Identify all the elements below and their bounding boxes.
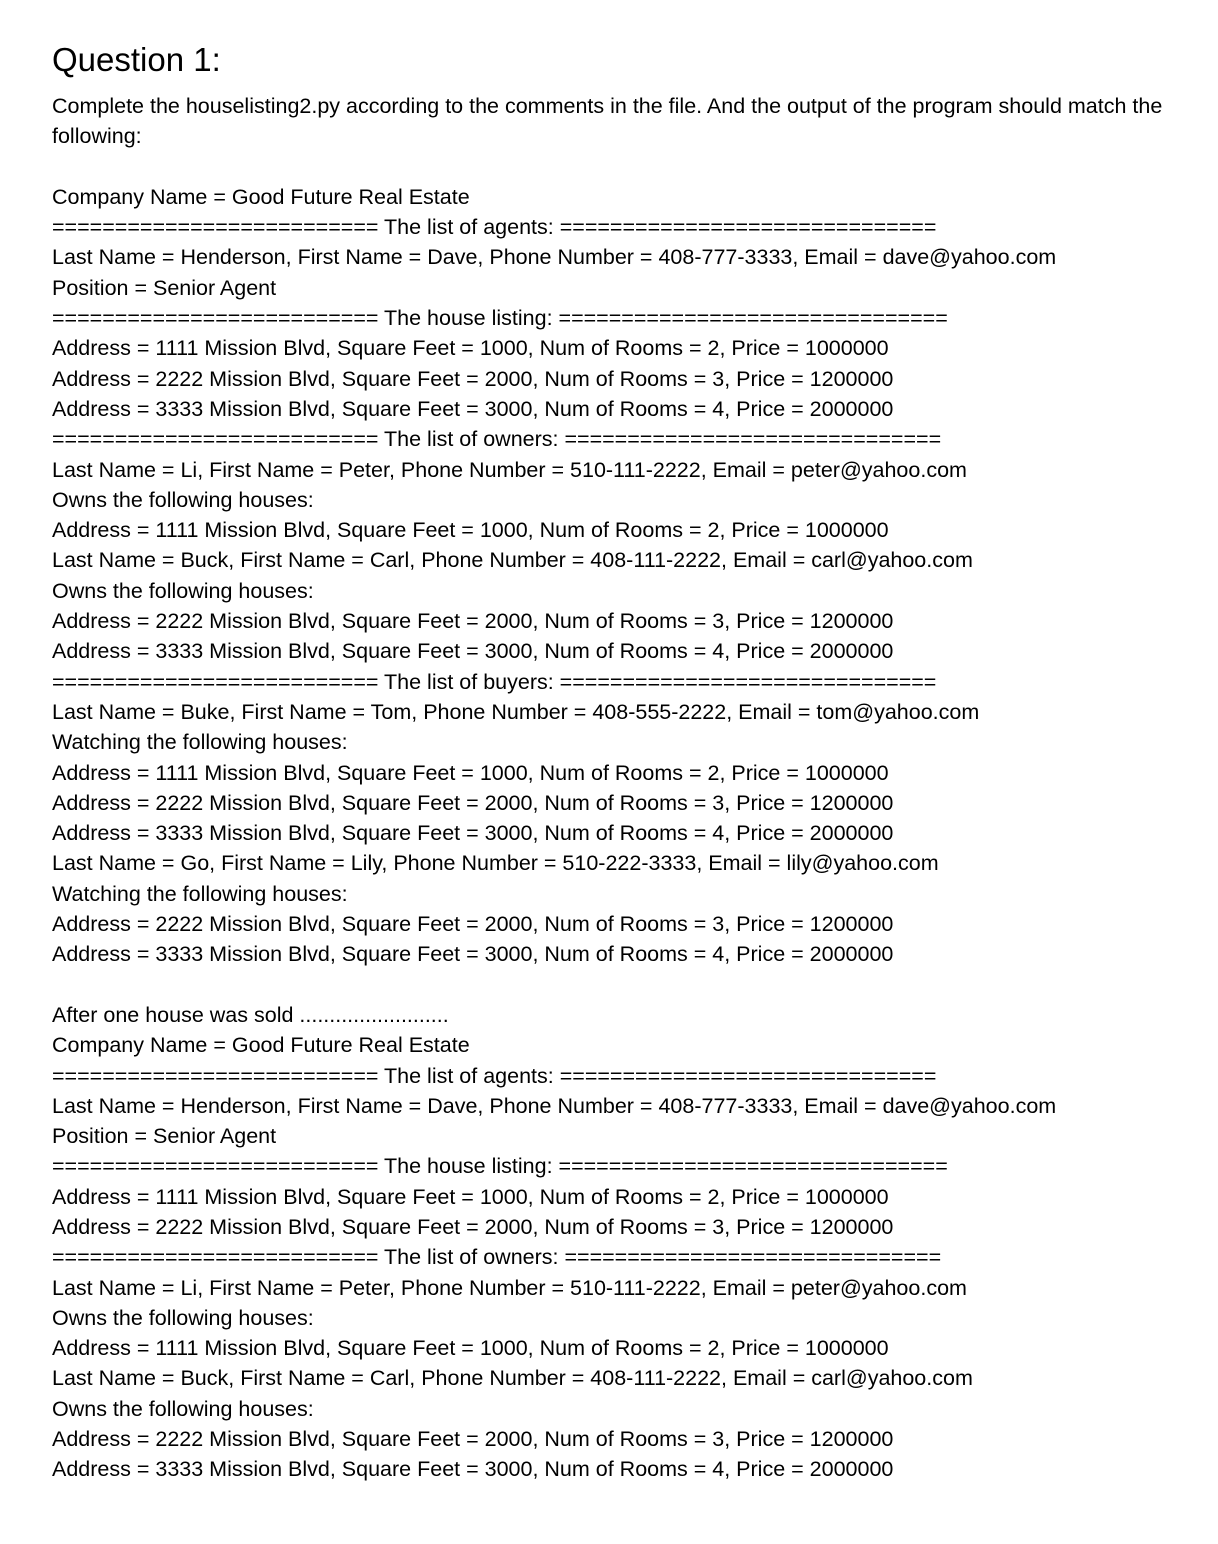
output-line: Address = 3333 Mission Blvd, Square Feet = 3000, Num of Rooms = 4, Price = 2000000 xyxy=(52,821,894,846)
output-line: Last Name = Buke, First Name = Tom, Phone Number = 408-555-2222, Email = tom@yahoo.com xyxy=(52,699,980,724)
output-line: Address = 3333 Mission Blvd, Square Feet = 3000, Num of Rooms = 4, Price = 2000000 xyxy=(52,396,894,421)
output-line: Owns the following houses: xyxy=(52,1396,314,1421)
output-line: Last Name = Go, First Name = Lily, Phone Number = 510-222-3333, Email = lily@yahoo.com xyxy=(52,851,939,876)
expected-output-block xyxy=(52,152,1192,1485)
output-line: Address = 2222 Mission Blvd, Square Feet = 2000, Num of Rooms = 3, Price = 1200000 xyxy=(52,1214,894,1239)
output-line: ========================== The list of owners: ============================== xyxy=(52,427,942,452)
output-line: Address = 1111 Mission Blvd, Square Feet = 1000, Num of Rooms = 2, Price = 1000000 xyxy=(52,518,889,543)
output-line: Last Name = Henderson, First Name = Dave, Phone Number = 408-777-3333, Email = dave@yahoo.com xyxy=(52,1093,1057,1118)
blank-line xyxy=(52,152,1192,182)
output-line: Last Name = Henderson, First Name = Dave, Phone Number = 408-777-3333, Email = dave@yahoo.com xyxy=(52,245,1057,270)
output-line: After one house was sold ......................... xyxy=(52,1002,449,1027)
blank-line xyxy=(52,970,1192,1000)
output-line: ========================== The list of agents: ============================== xyxy=(52,1063,937,1088)
output-line: Address = 2222 Mission Blvd, Square Feet = 2000, Num of Rooms = 3, Price = 1200000 xyxy=(52,609,894,634)
output-line: Address = 1111 Mission Blvd, Square Feet = 1000, Num of Rooms = 2, Price = 1000000 xyxy=(52,1336,889,1361)
output-line: ========================== The list of buyers: ============================== xyxy=(52,669,937,694)
output-line: Address = 1111 Mission Blvd, Square Feet = 1000, Num of Rooms = 2, Price = 1000000 xyxy=(52,336,889,361)
output-line: Last Name = Buck, First Name = Carl, Phone Number = 408-111-2222, Email = carl@yahoo.com xyxy=(52,1366,973,1391)
output-line: Company Name = Good Future Real Estate xyxy=(52,1033,470,1058)
output-line: Address = 3333 Mission Blvd, Square Feet = 3000, Num of Rooms = 4, Price = 2000000 xyxy=(52,1457,894,1482)
output-line: Address = 2222 Mission Blvd, Square Feet = 2000, Num of Rooms = 3, Price = 1200000 xyxy=(52,1427,894,1452)
output-line: Last Name = Li, First Name = Peter, Phone Number = 510-111-2222, Email = peter@yahoo.com xyxy=(52,457,967,482)
output-line: Address = 2222 Mission Blvd, Square Feet = 2000, Num of Rooms = 3, Price = 1200000 xyxy=(52,790,894,815)
output-line: Owns the following houses: xyxy=(52,487,314,512)
output-line: ========================== The list of agents: ============================== xyxy=(52,215,937,240)
output-line: Watching the following houses: xyxy=(52,730,348,755)
output-line: ========================== The house listing: =============================== xyxy=(52,1154,948,1179)
output-line: Address = 2222 Mission Blvd, Square Feet = 2000, Num of Rooms = 3, Price = 1200000 xyxy=(52,366,894,391)
question-title: Question 1: xyxy=(52,41,221,78)
document-page xyxy=(52,40,1192,1485)
output-line: Last Name = Li, First Name = Peter, Phone Number = 510-111-2222, Email = peter@yahoo.com xyxy=(52,1275,967,1300)
output-line: ========================== The house listing: =============================== xyxy=(52,306,948,331)
question-instructions: Complete the houselisting2.py according to the comments in the file. And the output of the program should match the following: xyxy=(52,94,1163,149)
output-line: Last Name = Buck, First Name = Carl, Phone Number = 408-111-2222, Email = carl@yahoo.com xyxy=(52,548,973,573)
output-line: Address = 3333 Mission Blvd, Square Feet = 3000, Num of Rooms = 4, Price = 2000000 xyxy=(52,942,894,967)
output-line: Company Name = Good Future Real Estate xyxy=(52,184,470,209)
output-line: Address = 1111 Mission Blvd, Square Feet = 1000, Num of Rooms = 2, Price = 1000000 xyxy=(52,760,889,785)
output-line: Position = Senior Agent xyxy=(52,1124,277,1149)
output-line: Address = 3333 Mission Blvd, Square Feet = 3000, Num of Rooms = 4, Price = 2000000 xyxy=(52,639,894,664)
output-line: Position = Senior Agent xyxy=(52,275,277,300)
output-line: Address = 1111 Mission Blvd, Square Feet = 1000, Num of Rooms = 2, Price = 1000000 xyxy=(52,1184,889,1209)
output-line: Owns the following houses: xyxy=(52,1305,314,1330)
output-line: Address = 2222 Mission Blvd, Square Feet = 2000, Num of Rooms = 3, Price = 1200000 xyxy=(52,912,894,937)
output-line: ========================== The list of owners: ============================== xyxy=(52,1245,942,1270)
output-line: Watching the following houses: xyxy=(52,881,348,906)
output-line: Owns the following houses: xyxy=(52,578,314,603)
